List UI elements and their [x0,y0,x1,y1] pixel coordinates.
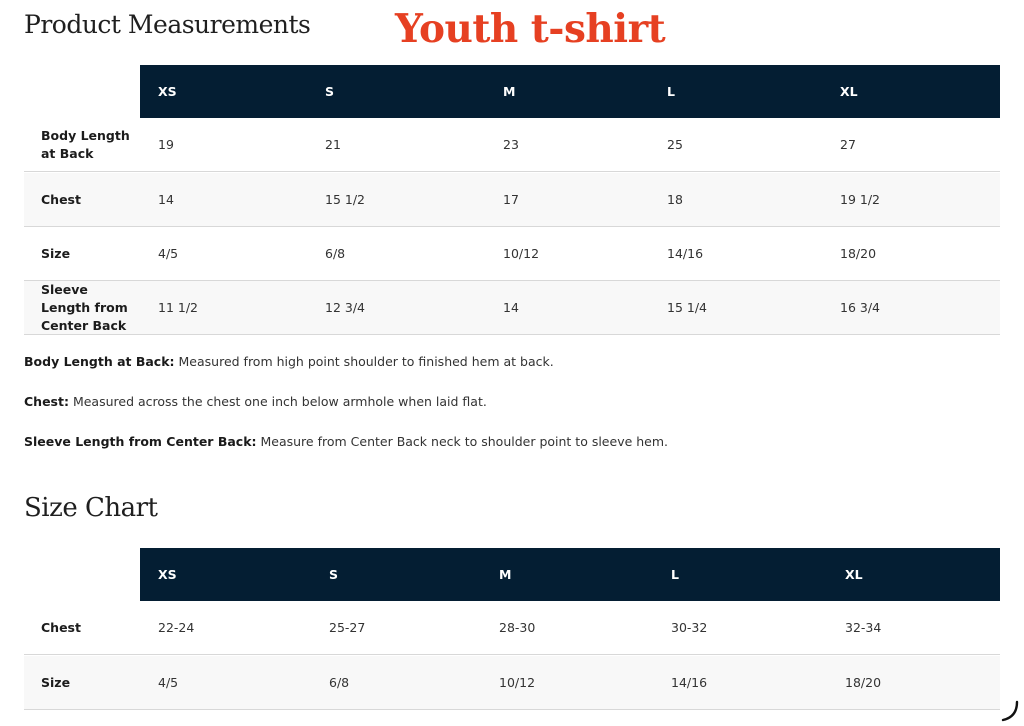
product-measurements-title: Product Measurements [24,10,311,39]
table-cell: 6/8 [329,675,350,690]
table-header [140,65,1000,118]
note-text: Measure from Center Back neck to shoulder point to sleeve hem. [256,434,669,449]
table-cell: 6/8 [325,246,346,261]
table-cell: 27 [840,137,856,152]
table-cell: 16 3/4 [840,300,880,315]
note-term: Sleeve Length from Center Back: [24,434,257,449]
table-row [24,601,1000,655]
header-size-xs: XS [158,567,177,582]
table-cell: 19 1/2 [840,192,880,207]
row-label: Chest [41,191,81,207]
table-cell: 14 [158,192,174,207]
product-measurements-table [24,65,1000,336]
note-sleeve-length [24,434,668,449]
table-cell: 15 1/4 [667,300,707,315]
corner-curl-icon [1000,700,1020,722]
header-size-m: M [503,84,516,99]
youth-tshirt-badge: Youth t-shirt [395,6,666,52]
table-cell: 11 1/2 [158,300,198,315]
table-row [24,227,1000,281]
header-size-xl: XL [840,84,858,99]
table-cell: 18/20 [845,675,882,690]
table-cell: 4/5 [158,246,179,261]
table-cell: 18 [667,192,683,207]
note-chest [24,394,487,409]
table-row [24,656,1000,710]
table-cell: 19 [158,137,174,152]
table-cell: 22-24 [158,620,195,635]
row-label: Size [41,245,71,261]
table-header [140,548,1000,601]
table-cell: 18/20 [840,246,877,261]
table-cell: 30-32 [671,620,708,635]
table-row [24,118,1000,172]
header-size-s: S [325,84,335,99]
row-label: Sleeve Length from Center Back [41,281,128,333]
header-size-m: M [499,567,512,582]
table-cell: 25-27 [329,620,366,635]
header-size-l: L [667,84,675,99]
table-row [24,281,1000,335]
table-cell: 10/12 [499,675,536,690]
table-cell: 12 3/4 [325,300,365,315]
header-size-xs: XS [158,84,177,99]
size-chart-title: Size Chart [24,493,158,523]
note-text: Measured across the chest one inch below armhole when laid flat. [68,394,487,409]
note-term: Chest: [24,394,69,409]
table-cell: 14 [503,300,519,315]
table-cell: 15 1/2 [325,192,365,207]
table-cell: 32-34 [845,620,882,635]
header-size-l: L [671,567,679,582]
table-cell: 21 [325,137,341,152]
row-label: Chest [41,619,81,635]
note-body-length [24,354,554,369]
table-cell: 25 [667,137,683,152]
note-term: Body Length at Back: [24,354,175,369]
table-cell: 23 [503,137,519,152]
table-cell: 17 [503,192,519,207]
size-chart-table [24,548,1000,711]
table-cell: 14/16 [671,675,708,690]
row-label: Body Length at Back [41,127,130,161]
table-row [24,173,1000,227]
table-cell: 10/12 [503,246,540,261]
header-size-s: S [329,567,339,582]
row-label: Size [41,674,71,690]
header-size-xl: XL [845,567,863,582]
table-cell: 4/5 [158,675,179,690]
table-cell: 28-30 [499,620,536,635]
note-text: Measured from high point shoulder to finished hem at back. [174,354,554,369]
table-cell: 14/16 [667,246,704,261]
